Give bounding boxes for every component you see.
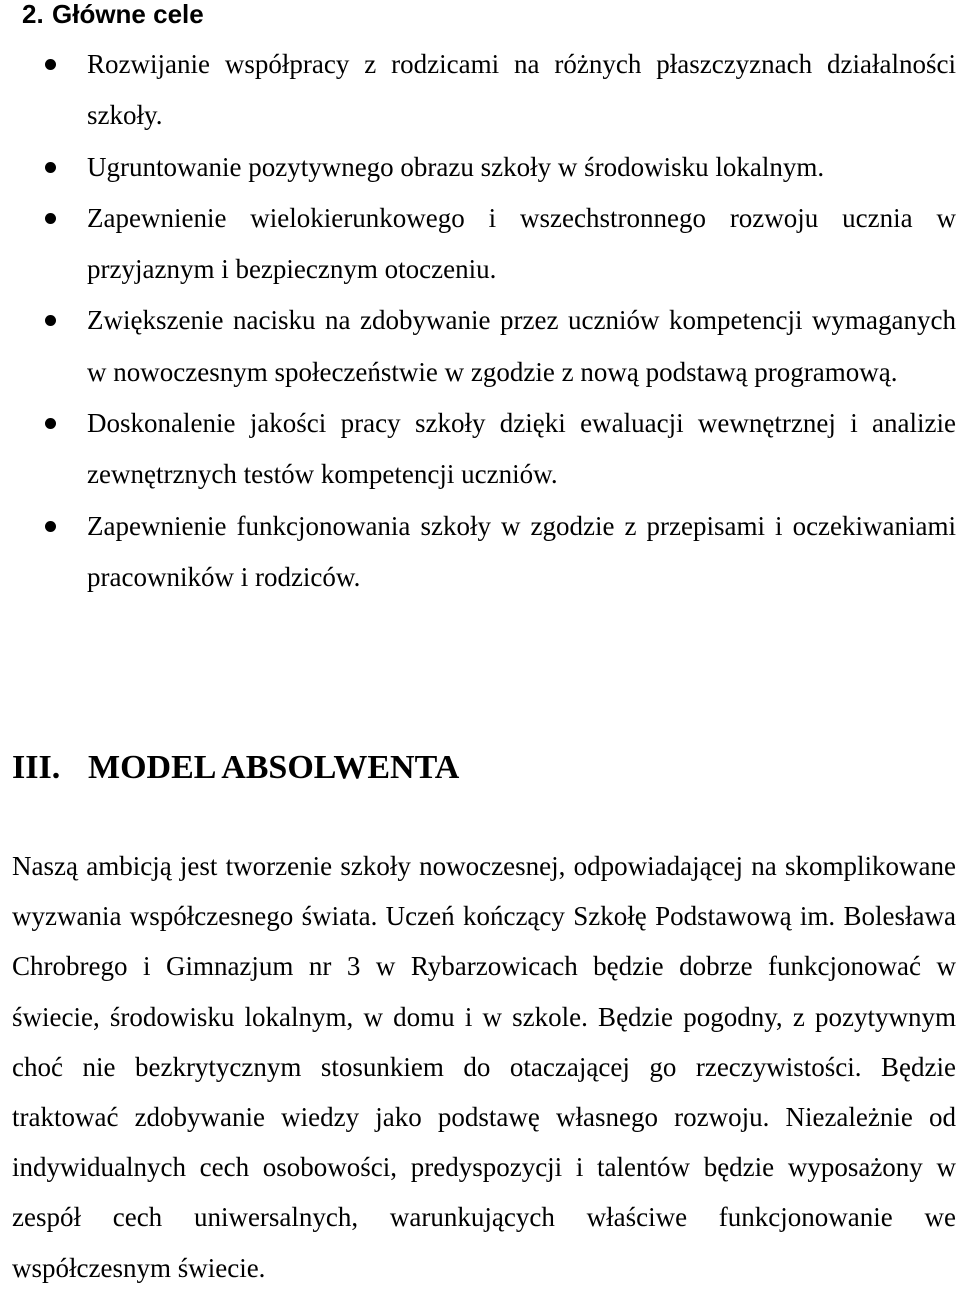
goal-item xyxy=(0,398,960,501)
graduate-model-paragraph: Naszą ambicją jest tworzenie szkoły nowoczesnej, odpowiadającej na skomplikowane wyzwania współczesnego świata. Uczeń kończący Szkołę Podstawową im. Bolesława Chrobrego i Gimnazjum nr 3 w Rybarzowicach będzie dobrze funkcjonować w świecie, środowisku lokalnym, w domu i w szkole. Będzie pogodny, z pozytywnym choć nie bezkrytycznym stosunkiem do otaczającej go rzeczywistości. Będzie traktować zdobywanie wiedzy jako podstawę własnego rozwoju. Niezależnie od indywidualnych cech osobowości, predyspozycji i talentów będzie wyposażony w zespół cech uniwersalnych, warunkujących właściwe funkcjonowanie we współczesnym świecie. xyxy=(12,851,956,1283)
bullet-icon xyxy=(45,162,56,173)
bullet-icon xyxy=(45,521,56,532)
goal-text: Zwiększenie nacisku na zdobywanie przez uczniów kompetencji wymaganych w nowoczesnym społeczeństwie w zgodzie z nową podstawą programową. xyxy=(87,305,956,387)
goal-text: Doskonalenie jakości pracy szkoły dzięki ewaluacji wewnętrznej i analizie zewnętrznych testów kompetencji uczniów. xyxy=(87,408,956,490)
bullet-icon xyxy=(45,418,56,429)
bullet-icon xyxy=(45,213,56,224)
bullet-icon xyxy=(45,315,56,326)
goal-item xyxy=(0,142,960,193)
goal-text: Zapewnienie wielokierunkowego i wszechstronnego rozwoju ucznia w przyjaznym i bezpiecznym otoczeniu. xyxy=(87,202,956,285)
chapter-number: III. xyxy=(12,749,61,786)
goal-item xyxy=(0,193,960,296)
chapter-heading-graduate-model xyxy=(12,748,459,788)
goal-text: Ugruntowanie pozytywnego obrazu szkoły w środowisku lokalnym. xyxy=(87,151,825,182)
bullet-icon xyxy=(45,59,56,70)
goal-item xyxy=(0,295,960,398)
goal-item xyxy=(0,501,960,604)
section-number: 2. xyxy=(22,0,44,29)
chapter-title: MODEL ABSOLWENTA xyxy=(88,749,460,786)
goal-text: Rozwijanie współpracy z rodzicami na różnych płaszczyznach działalności szkoły. xyxy=(87,49,956,131)
section-title: Główne cele xyxy=(52,0,204,29)
section-heading-main-goals xyxy=(22,0,204,31)
goal-text: Zapewnienie funkcjonowania szkoły w zgodzie z przepisami i oczekiwaniami pracowników i rodziców. xyxy=(87,510,956,592)
goal-item xyxy=(0,39,960,142)
goals-list xyxy=(0,39,960,603)
